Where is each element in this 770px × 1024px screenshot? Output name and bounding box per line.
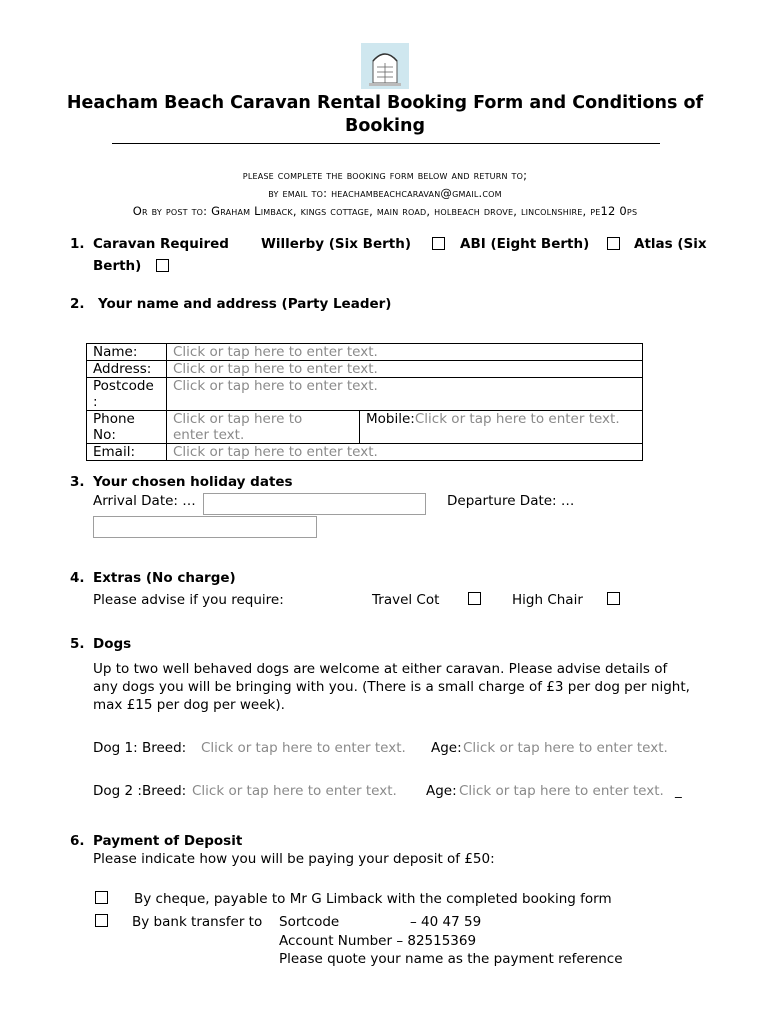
- dog-1-age-label: Age:: [431, 740, 462, 756]
- dog-1-breed-field[interactable]: Click or tap here to enter text.: [201, 740, 406, 756]
- phone-field[interactable]: [167, 411, 360, 444]
- dogs-paragraph-line-3: max £15 per dog per week).: [93, 697, 285, 713]
- section-5-number: 5.: [70, 636, 85, 652]
- dog-2-age-field[interactable]: Click or tap here to enter text.: [459, 783, 664, 799]
- phone-label: [87, 411, 167, 444]
- abi-checkbox[interactable]: [607, 237, 620, 250]
- phone-label-text: Phone: [93, 411, 135, 427]
- page-title: Heacham Beach Caravan Rental Booking Form and Conditions of Booking: [66, 93, 704, 136]
- atlas-checkbox[interactable]: [156, 259, 169, 272]
- section-1-heading: Caravan Required: [93, 236, 229, 252]
- section-3-heading: Your chosen holiday dates: [93, 474, 293, 490]
- departure-date-label: Departure Date: …: [447, 493, 575, 509]
- payment-reference-note: Please quote your name as the payment reference: [279, 951, 623, 967]
- phone-label-no: No:: [93, 427, 116, 443]
- address-label: Address:: [87, 361, 167, 378]
- caravan-logo: [361, 43, 409, 89]
- section-3-number: 3.: [70, 474, 85, 490]
- arrival-date-label: Arrival Date: …: [93, 493, 196, 509]
- travel-cot-checkbox[interactable]: [468, 592, 481, 605]
- postcode-label: [87, 378, 167, 411]
- instruction-email: by email to: heachambeachcaravan@gmail.com: [268, 186, 502, 200]
- mobile-cell[interactable]: [360, 411, 643, 444]
- section-5-heading: Dogs: [93, 636, 132, 652]
- dog-2-trailing-mark: _: [675, 783, 682, 799]
- phone-placeholder-line-2: enter text.: [173, 427, 245, 443]
- bank-transfer-checkbox[interactable]: [95, 914, 108, 927]
- name-label: Name:: [87, 344, 167, 361]
- extras-prompt: Please advise if you require:: [93, 592, 284, 608]
- option-willerby-label: Willerby (Six Berth): [261, 236, 412, 252]
- phone-placeholder-line-1: Click or tap here to: [173, 411, 303, 427]
- email-label: Email:: [87, 444, 167, 461]
- high-chair-checkbox[interactable]: [607, 592, 620, 605]
- section-1-number: 1.: [70, 236, 85, 252]
- departure-date-input[interactable]: [93, 516, 317, 538]
- mobile-label: Mobile:: [366, 411, 415, 427]
- high-chair-label: High Chair: [512, 592, 583, 608]
- sortcode-value: – 40 47 59: [410, 914, 482, 930]
- party-leader-table: [86, 343, 643, 461]
- mobile-field[interactable]: Click or tap here to enter text.: [414, 411, 620, 427]
- bank-transfer-label: By bank transfer to: [132, 914, 263, 930]
- willerby-checkbox[interactable]: [432, 237, 445, 250]
- deposit-prompt: Please indicate how you will be paying your deposit of £50:: [93, 851, 495, 867]
- section-2-number: 2.: [70, 296, 85, 312]
- travel-cot-label: Travel Cot: [372, 592, 440, 608]
- instruction-line-1: please complete the booking form below and return to;: [242, 168, 528, 182]
- instruction-post: Or by post to: Graham Limback, kings cottage, main road, holbeach drove, lincolnshire, pe12 0ps: [132, 204, 638, 218]
- option-abi-label: ABI (Eight Berth): [460, 236, 590, 252]
- option-atlas-label-cont: Berth): [93, 258, 142, 274]
- dog-1-breed-label: Dog 1: Breed:: [93, 740, 187, 756]
- option-atlas-label: Atlas (Six: [634, 236, 707, 252]
- dog-2-breed-label: Dog 2 :Breed:: [93, 783, 187, 799]
- account-number: Account Number – 82515369: [279, 933, 477, 949]
- section-4-heading: Extras (No charge): [93, 570, 236, 586]
- dog-1-age-field[interactable]: Click or tap here to enter text.: [463, 740, 668, 756]
- postcode-label-text: Postcode: [93, 378, 154, 394]
- dog-2-age-label: Age:: [426, 783, 457, 799]
- section-6-number: 6.: [70, 833, 85, 849]
- section-2-heading: Your name and address (Party Leader): [98, 296, 392, 312]
- postcode-field[interactable]: Click or tap here to enter text.: [167, 378, 643, 411]
- title-divider: [112, 143, 660, 144]
- name-field[interactable]: Click or tap here to enter text.: [167, 344, 643, 361]
- email-field[interactable]: Click or tap here to enter text.: [167, 444, 643, 461]
- cheque-option-label: By cheque, payable to Mr G Limback with the completed booking form: [134, 891, 612, 907]
- dogs-paragraph-line-2: any dogs you will be bringing with you. (There is a small charge of £3 per dog per night,: [93, 679, 690, 695]
- cheque-checkbox[interactable]: [95, 891, 108, 904]
- address-field[interactable]: Click or tap here to enter text.: [167, 361, 643, 378]
- dogs-paragraph-line-1: Up to two well behaved dogs are welcome at either caravan. Please advise details of: [93, 661, 668, 677]
- section-4-number: 4.: [70, 570, 85, 586]
- arrival-date-input[interactable]: [203, 493, 426, 515]
- postcode-label-colon: :: [93, 394, 98, 410]
- section-6-heading: Payment of Deposit: [93, 833, 243, 849]
- sortcode-label: Sortcode: [279, 914, 340, 930]
- dog-2-breed-field[interactable]: Click or tap here to enter text.: [192, 783, 397, 799]
